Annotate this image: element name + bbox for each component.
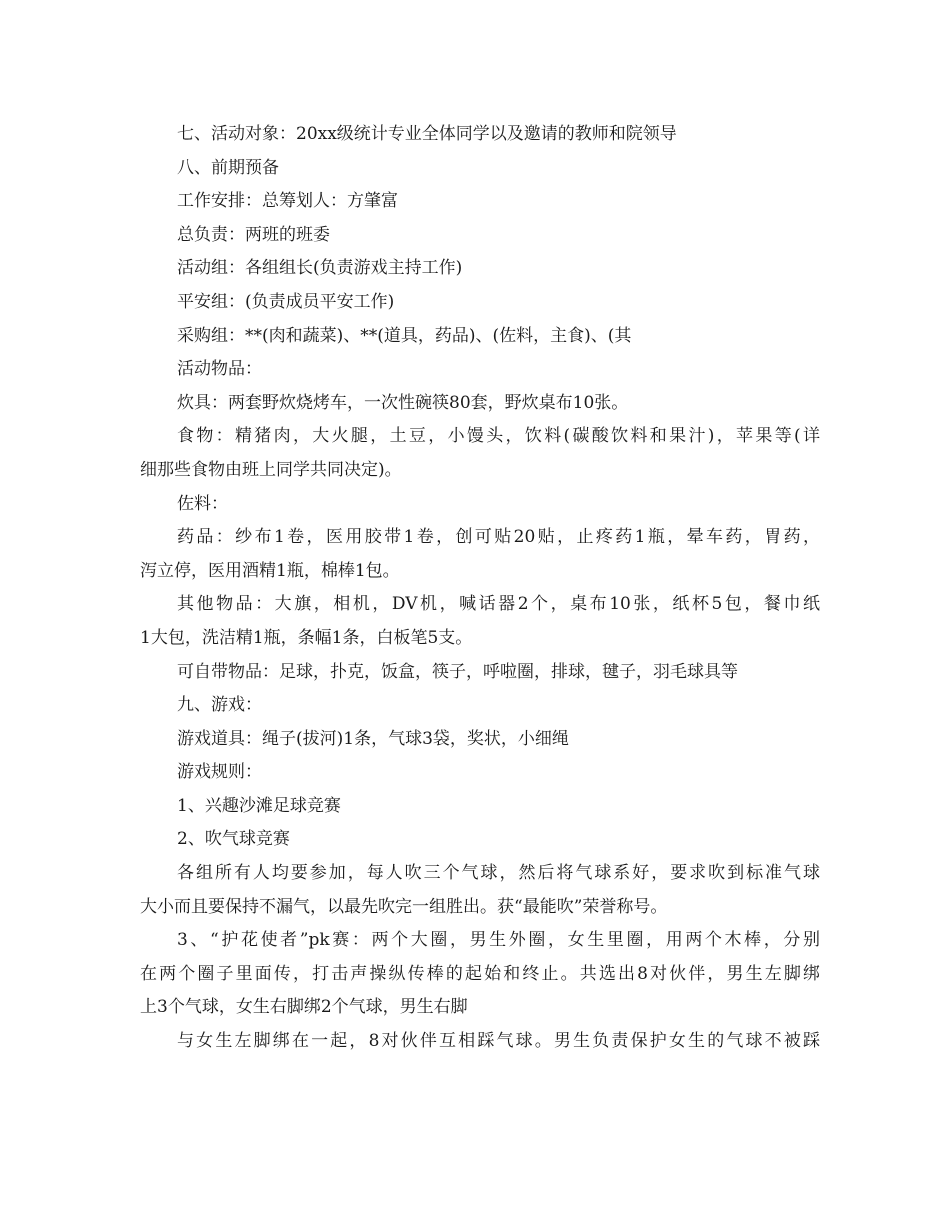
paragraph-line: 游戏道具：绳子(拔河)1条，气球3袋，奖状，小细绳 [177, 728, 569, 749]
paragraph-line: 大小而且要保持不漏气，以最先吹完一组胜出。获“最能吹”荣誉称号。 [140, 896, 668, 917]
paragraph-line: 在两个圈子里面传，打击声操纵传棒的起始和终止。共选出8对伙伴，男生左脚绑 [140, 963, 820, 984]
paragraph-line: 佐料： [177, 493, 228, 514]
paragraph-line: 细那些食物由班上同学共同决定)。 [140, 459, 402, 480]
paragraph-line: 游戏规则： [177, 762, 262, 783]
paragraph-line: 其他物品：大旗，相机，DV机，喊话器2个，桌布10张，纸杯5包，餐巾纸 [177, 594, 820, 615]
document-page [140, 118, 820, 1059]
paragraph-line: 1大包，洗洁精1瓶，条幅1条，白板笔5支。 [140, 627, 473, 648]
list-item: 1、兴趣沙滩足球竞赛 [177, 795, 341, 816]
paragraph-line: 可自带物品：足球，扑克，饭盒，筷子，呼啦圈，排球，毽子，羽毛球具等 [177, 661, 738, 682]
paragraph-line: 各组所有人均要参加，每人吹三个气球，然后将气球系好，要求吹到标准气球 [177, 863, 820, 884]
section-heading: 八、前期预备 [177, 157, 279, 178]
paragraph-line: 平安组：(负责成员平安工作) [177, 291, 395, 312]
paragraph-line: 药品：纱布1卷，医用胶带1卷，创可贴20贴，止疼药1瓶，晕车药，胃药， [177, 527, 820, 548]
section-heading: 九、游戏： [177, 695, 262, 716]
paragraph-line: 泻立停，医用酒精1瓶，棉棒1包。 [140, 560, 400, 581]
paragraph-line: 活动物品： [177, 359, 262, 380]
paragraph-line: 工作安排：总筹划人：方肇富 [177, 191, 398, 212]
paragraph-line: 食物：精猪肉，大火腿，土豆，小馒头，饮料(碳酸饮料和果汁)，苹果等(详 [177, 426, 820, 447]
section-heading: 七、活动对象：20xx级统计专业全体同学以及邀请的教师和院领导 [177, 124, 677, 144]
list-item: 2、吹气球竞赛 [177, 829, 290, 850]
paragraph-line: 活动组：各组组长(负责游戏主持工作) [177, 258, 463, 279]
paragraph-line: 总负责：两班的班委 [177, 224, 330, 245]
paragraph-line: 炊具：两套野炊烧烤车，一次性碗筷80套，野炊桌布10张。 [177, 392, 629, 413]
paragraph-line: 采购组：**(肉和蔬菜)、**(道具，药品)、(佐料，主食)、(其 [177, 325, 632, 346]
list-item: 3、“护花使者”pk赛：两个大圈，男生外圈，女生里圈，用两个木棒，分别 [177, 930, 820, 951]
paragraph-line: 上3个气球，女生右脚绑2个气球，男生右脚 [140, 997, 468, 1018]
paragraph-line: 与女生左脚绑在一起，8对伙伴互相踩气球。男生负责保护女生的气球不被踩 [177, 1031, 820, 1052]
